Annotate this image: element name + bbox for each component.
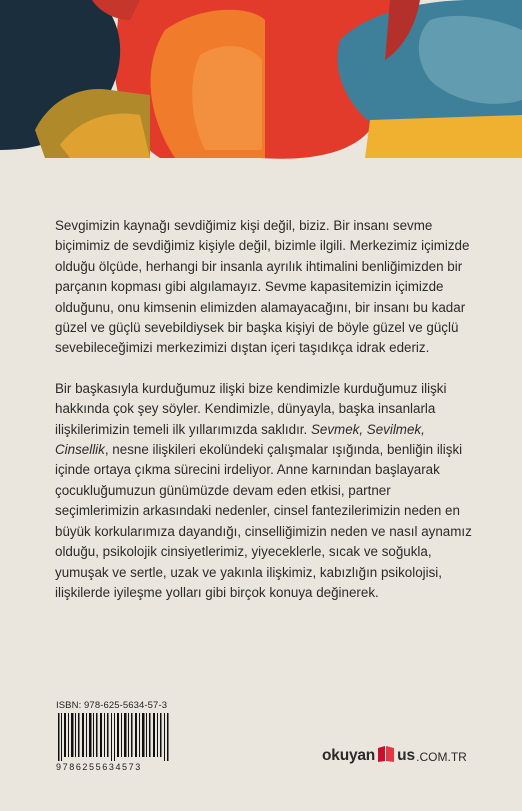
barcode-bars <box>56 713 174 761</box>
paragraph-2 <box>55 379 473 603</box>
isbn-barcode <box>56 700 176 772</box>
paragraph-2-start: Bir başkasıyla kurduğumuz ilişki bize kendimizle kurduğumuz ilişki hakkında çok şey söyler. Kendimizle, dünyayla, başka insanlarla ilişkilerimizin temeli ilk yıllarımızda saklıdır. <box>55 380 447 437</box>
paragraph-1-text: Sevgimizin kaynağı sevdiğimiz kişi değil, biziz. Bir insanı sevme biçimimiz de sevdiğimiz kişiyle değil, bizimle ilgili. Merkezimiz içimizde olduğu ölçüde, herhangi bir insanla ayrılık ihtimalini benliğimizden bir parçanın kopması gibi algılamayız. Sevme kapasitemizin içimizde olduğunu, onu kimsenin elimizden alamayacağını, bir insanı bu kadar güzel ve güçlü sevebildiysek bir başka kişiyi de böyle güzel ve güçlü sevebileceğimizi merkezimizi dıştan içeri taşıdıkça idrak ederiz. <box>55 218 470 356</box>
abstract-shapes-illustration <box>0 0 522 160</box>
back-cover-text <box>55 216 473 623</box>
publisher-logo <box>322 741 467 771</box>
paragraph-2-end: , nesne ilişkileri ekolündeki çalışmalar ışığında, benliğin ilişki içinde ortaya çıkma sürecini irdeliyor. Anne karnından başlayarak çocukluğumuzun günümüzde devam eden etkisi, partner seçimlerimizin arkasındaki nedenler, cinsel fantezilerimizin neden en büyük korkularımıza dayandığı, cinselliğimizin neden ve nasıl aynamız olduğu, psikolojik cinsiyetlerimiz, yiyeceklerle, sıcak ve soğukla, yumuşak ve sertle, uzak ve yakınla ilişkimiz, kabızlığın psikolojisi, ilişkilerde iyileşme yolları gibi birçok konuya değinerek. <box>55 442 472 600</box>
book-icon <box>376 744 396 769</box>
logo-text-right: us <box>397 747 416 764</box>
barcode-digits: 9786255634573 <box>56 762 142 772</box>
paragraph-1 <box>55 216 473 359</box>
book-title-italic: Sevmek, Sevilmek, Cinsellik <box>55 421 425 458</box>
logo-text-left: okuyan <box>322 747 376 764</box>
logo-domain: .COM.TR <box>416 750 467 764</box>
isbn-label: ISBN: 978-625-5634-57-3 <box>56 700 168 711</box>
cover-artwork <box>0 0 522 160</box>
